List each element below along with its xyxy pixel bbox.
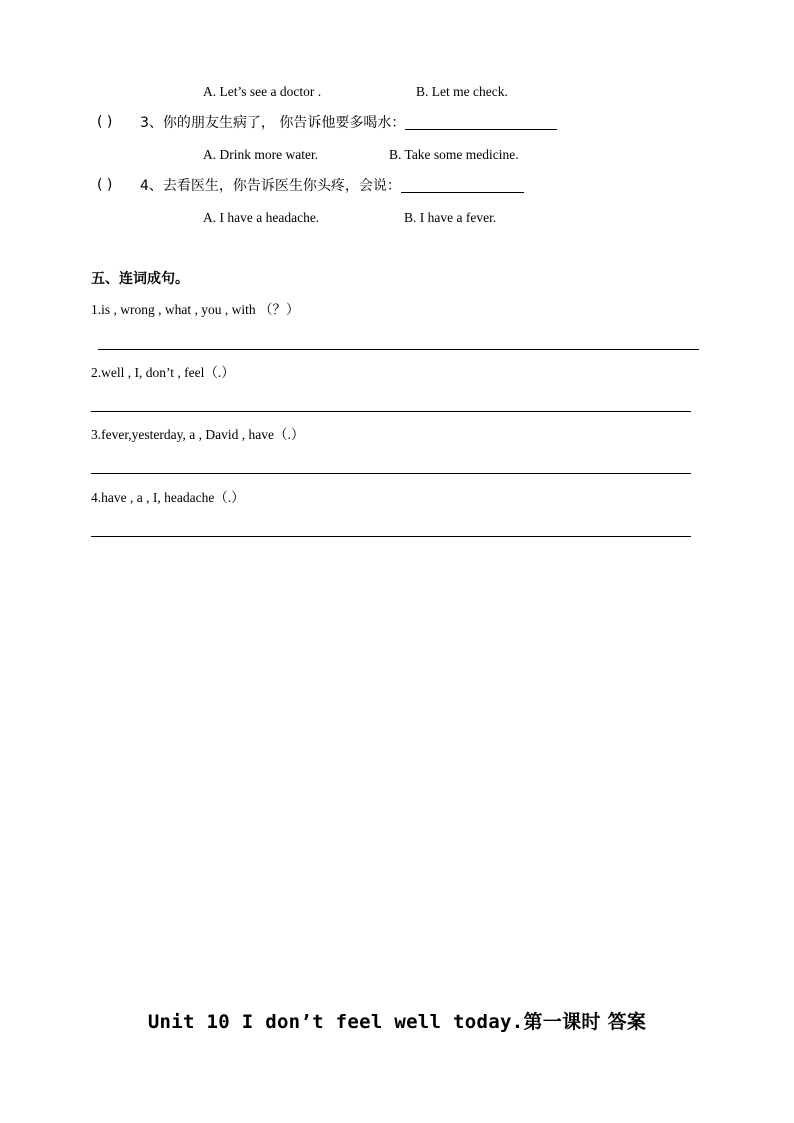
answer-line-3[interactable] — [91, 473, 691, 474]
sentence-item-4: 4.have , a , I, headache（.） — [91, 490, 245, 505]
sentence-item-2: 2.well , I, don’t , feel（.） — [91, 365, 235, 380]
sentence-item-1: 1.is , wrong , what , you , with （？） — [91, 302, 300, 317]
q4-option-b: B. I have a fever. — [404, 210, 497, 225]
q2-option-a: A. Let’s see a doctor . — [203, 84, 322, 99]
sentence-item-3: 3.fever,yesterday, a , David , have（.） — [91, 427, 305, 442]
q4-option-a: A. I have a headache. — [203, 210, 320, 225]
answer-line-1[interactable] — [98, 349, 699, 350]
answer-line-2[interactable] — [91, 411, 691, 412]
section-heading: 五、连词成句。 — [91, 271, 189, 287]
q3-option-b: B. Take some medicine. — [389, 147, 519, 162]
q4-answer-paren[interactable]: ( ) — [97, 177, 113, 193]
q2-option-b: B. Let me check. — [416, 84, 508, 99]
q3-prompt-text: 3、你的朋友生病了， 你告诉他要多喝水： — [140, 115, 406, 131]
answer-line-4[interactable] — [91, 536, 691, 537]
q3-answer-blank[interactable] — [405, 115, 557, 130]
q4-prompt-text: 4、去看医生，你告诉医生你头疼，会说： — [140, 178, 401, 194]
answer-key-title — [0, 1013, 794, 1032]
answer-key-title-en: Unit 10 I don’t feel well today. — [147, 1011, 524, 1033]
answer-key-title-cn: 第一课时 答案 — [523, 1011, 647, 1033]
q3-prompt — [140, 115, 557, 130]
q4-answer-blank[interactable] — [401, 178, 524, 193]
q3-answer-paren[interactable]: ( ) — [97, 114, 113, 130]
q3-option-a: A. Drink more water. — [203, 147, 319, 162]
q4-prompt — [140, 178, 524, 193]
